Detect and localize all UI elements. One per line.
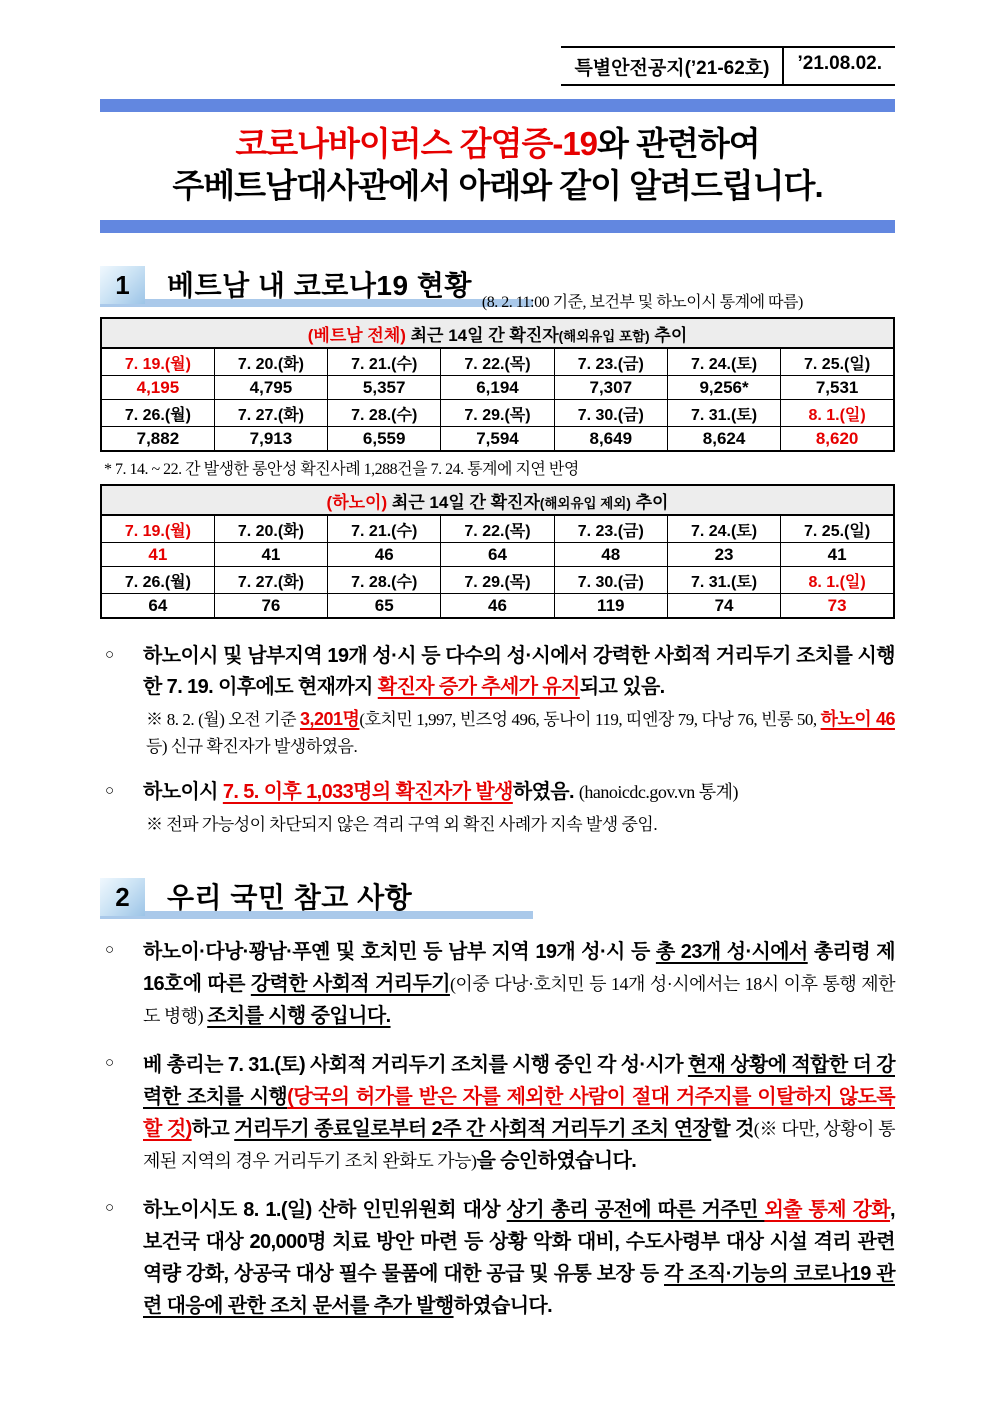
bullet-item [100,1049,895,1177]
table-cell: 7,594 [441,427,554,452]
table-cell: 5,357 [328,376,441,400]
table-title-row [101,318,894,348]
text-segment: (해외유입 제외) [539,496,631,511]
table-title-cell [101,485,894,515]
bullet-text [143,1194,895,1322]
text-segment: 최근 14일 간 확진자 [387,493,540,512]
section-1-note: (8. 2. 11:00 기준, 보건부 및 하노이시 통계에 따름) [481,294,803,311]
bullet-marker: ○ [105,941,115,958]
text-segment: 하노이시도 8. 1.(일) 산하 인민위원회 대상 [143,1199,507,1221]
section-1-number: 1 [100,266,145,304]
text-segment: 와 관련하여 [597,125,760,162]
bullet-text [143,1049,895,1177]
section-2-title: 우리 국민 참고 사항 [167,882,413,913]
table-cell: 8,624 [667,427,780,452]
text-segment: 조치를 시행 중입니다. [207,1005,391,1027]
text-segment: 하고 [191,1118,235,1140]
table-cell: 7,882 [101,427,214,452]
main-title-line-2 [100,165,895,207]
bullet-item [100,777,895,838]
table-cell: 7,913 [214,427,327,452]
section-1-title: 베트남 내 코로나19 현황 [167,270,472,301]
text-segment: 베 총리는 7. 31.(토) 사회적 거리두기 조치를 시행 중인 각 성·시가 [143,1054,688,1076]
table-title-cell [101,318,894,348]
table-cell: 119 [554,594,667,619]
text-segment: 하노이·다낭·꽝남·푸옌 및 호치민 등 남부 지역 19개 성·시 등 [143,941,656,963]
doc-header [100,46,895,86]
table-cell: 7. 19.(월) [101,515,214,543]
bullet-marker: ○ [105,1199,115,1216]
main-title [100,112,895,220]
text-segment: 하였습니다. [453,1295,553,1317]
table-cell: 8,649 [554,427,667,452]
main-title-line-1 [100,123,895,165]
table-cell: 7. 21.(수) [328,515,441,543]
text-segment: (해외유입 포함) [558,329,650,344]
text-segment: 강력한 사회적 거리두기 [250,973,450,995]
section-2-header [100,878,895,919]
text-segment: 주베트남대사관에서 아래와 같이 알려드립니다. [172,167,823,204]
table-cell: 7. 29.(목) [441,400,554,427]
table-cell: 7. 28.(수) [328,400,441,427]
table-cell: 64 [101,594,214,619]
table-row [101,427,894,452]
table-cell: 73 [781,594,894,619]
bullet-subnote [146,706,895,760]
text-segment: 최근 14일 간 확진자 [405,326,559,345]
table-cell: 23 [667,543,780,567]
text-segment: 각 조직·기능의 코로나19 관련 대응에 관한 조치 문서를 추가 발행 [143,1263,895,1317]
text-segment: 되고 있음. [579,676,665,698]
table-cell: 4,795 [214,376,327,400]
table-cell: 46 [328,543,441,567]
table-cell: 8,620 [781,427,894,452]
table-row [101,567,894,594]
table-cell: 6,559 [328,427,441,452]
bullet-item [100,936,895,1032]
table-cell: 8. 1.(일) [781,567,894,594]
table-cell: 7. 31.(토) [667,400,780,427]
text-segment: 하노이 46 [820,709,895,729]
table-cell: 7. 26.(월) [101,567,214,594]
bullet-item [100,1194,895,1322]
section-2-bullets [100,936,895,1322]
table-row [101,348,894,376]
text-segment: 확진자 증가 추세가 유지 [377,676,580,698]
table-cell: 7. 28.(수) [328,567,441,594]
hanoi-covid-table [100,484,895,619]
table-cell: 9,256* [667,376,780,400]
table-cell: 7. 21.(수) [328,348,441,376]
table-cell: 7. 27.(화) [214,567,327,594]
bullet-text [143,641,895,703]
text-segment: 상기 총리 공전에 따른 거주민 [506,1199,765,1221]
text-segment: (※ 다만, 상황이 통제된 지역의 경우 거리두기 조치 완화도 가능) [143,1119,895,1171]
table-cell: 41 [214,543,327,567]
table-cell: 7. 31.(토) [667,567,780,594]
bullet-item [100,641,895,760]
table-cell: 7,307 [554,376,667,400]
table-row [101,515,894,543]
bullet-marker: ○ [105,1054,115,1071]
table-cell: 7. 29.(목) [441,567,554,594]
table-cell: 7. 19.(월) [101,348,214,376]
table-cell: 7. 30.(금) [554,400,667,427]
table-row [101,400,894,427]
notice-date: ’21.08.02. [782,48,895,84]
table-cell: 7. 25.(일) [781,515,894,543]
text-segment: (hanoicdc.gov.vn 통계) [578,782,738,802]
table-row [101,376,894,400]
table-cell: 41 [781,543,894,567]
text-segment: (하노이) [326,493,388,512]
section-1-bullets [100,641,895,838]
text-segment: 하노이시 및 남부지역 19개 성·시 등 다수의 성·시에서 강력한 사회적 거리두기 조치를 시행한 7. 19. 이후에도 현재까지 [143,645,895,698]
text-segment: (당국의 허가를 받은 자를 제외한 사람이 절대 거주지를 이탈하지 않도록 할 것) [143,1086,895,1140]
table-cell: 7. 27.(화) [214,400,327,427]
text-segment: (이중 다낭·호치민 등 14개 성·시에서는 18시 이후 통행 제한도 병행) [143,974,895,1026]
table-row [101,594,894,619]
bullet-marker: ○ [105,782,115,799]
table-cell: 7. 23.(금) [554,348,667,376]
text-segment: 을 승인하였습니다. [476,1150,637,1172]
text-segment: (호치민 1,997, 빈즈엉 496, 동나이 119, 띠엔장 79, 다낭 76, 빈롱 50, [359,710,821,729]
table-cell: 7. 22.(목) [441,515,554,543]
bullet-text [143,936,895,1032]
table-cell: 48 [554,543,667,567]
section-1-header [100,266,895,311]
text-segment: ※ 전파 가능성이 차단되지 않은 격리 구역 외 확진 사례가 지속 발생 중임. [146,815,658,834]
text-segment: 현재 상황에 적합한 더 강력한 조치를 시행 [143,1054,895,1108]
text-segment: 총 23개 성·시에서 [655,941,808,963]
table-cell: 7. 26.(월) [101,400,214,427]
text-segment: 하노이시 [143,781,223,803]
text-segment: ※ 8. 2. (월) 오전 기준 [146,710,300,729]
text-segment: 추이 [649,326,688,345]
table-cell: 46 [441,594,554,619]
table-cell: 7. 20.(화) [214,515,327,543]
text-segment: 외출 통제 강화 [764,1199,891,1221]
bullet-text [143,777,895,808]
text-segment: 3,201명 [299,709,360,729]
table-cell: 64 [441,543,554,567]
table-cell: 7. 23.(금) [554,515,667,543]
text-segment: 총리령 제16호에 따른 [143,941,895,995]
table-cell: 76 [214,594,327,619]
table-cell: 7. 30.(금) [554,567,667,594]
text-segment: 코로나바이러스 감염증-19 [235,125,598,162]
text-segment: (베트남 전체) [307,326,406,345]
table-cell: 65 [328,594,441,619]
table-cell: 74 [667,594,780,619]
text-segment: 7. 5. 이후 1,033명의 확진자가 발생 [222,781,513,803]
table-cell: 7,531 [781,376,894,400]
text-segment: 추이 [630,493,669,512]
doc-header-box [561,46,895,86]
text-segment: , 보건국 대상 20,000명 치료 방안 마련 등 상황 악화 대비, 수도사령부 대상 시설 격리 관련 역량 강화, 상공국 대상 필수 물품에 대한 공급 및 유통 보장 등 [143,1199,895,1285]
table-title-row [101,485,894,515]
table-cell: 8. 1.(일) [781,400,894,427]
table-row [101,543,894,567]
vietnam-table-footnote: * 7. 14. ~ 22. 간 발생한 롱안성 확진사례 1,288건을 7. 24. 통계에 지연 반영 [104,461,579,478]
top-blue-bar [100,99,895,112]
vietnam-covid-table [100,317,895,452]
table-cell: 7. 24.(토) [667,515,780,543]
bullet-marker: ○ [105,646,115,663]
table-cell: 7. 24.(토) [667,348,780,376]
bottom-blue-bar [100,220,895,233]
table-cell: 7. 25.(일) [781,348,894,376]
section-2-number: 2 [100,878,145,916]
bullet-subnote [146,811,895,838]
table-cell: 41 [101,543,214,567]
table-cell: 6,194 [441,376,554,400]
notice-number-label: 특별안전공지(’21-62호) [574,58,770,79]
text-segment: 할 것 [711,1118,754,1140]
table-cell: 7. 22.(목) [441,348,554,376]
text-segment: 하였음. [512,781,579,803]
text-segment: 거리두기 종료일로부터 2주 간 사회적 거리두기 조치 연장 [234,1118,712,1140]
table-cell: 4,195 [101,376,214,400]
text-segment: 등) 신규 확진자가 발생하였음. [146,737,358,756]
table-cell: 7. 20.(화) [214,348,327,376]
